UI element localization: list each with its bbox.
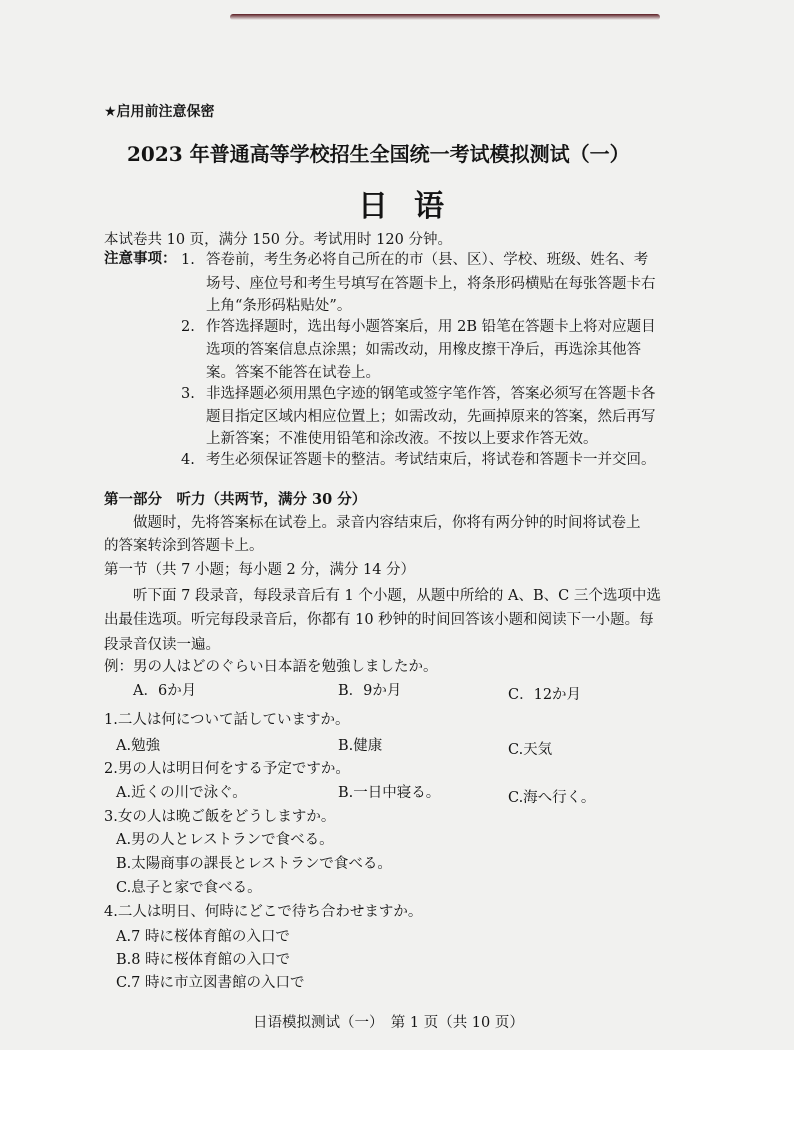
question-option: A.勉強: [116, 738, 161, 754]
question-option: A.近くの川で泳ぐ。: [116, 785, 247, 801]
question-option: B.太陽商事の課長とレストランで食べる。: [116, 856, 392, 872]
section1-instructions: 出最佳选项。听完每段录音后，你都有 10 秒钟的时间回答该小题和阅读下一小题。每: [104, 612, 654, 628]
example-option-b: B．9か月: [338, 683, 402, 699]
question-stem: 3.女の人は晩ご飯をどうしますか。: [104, 809, 336, 825]
note-line: 案。答案不能答在试卷上。: [206, 365, 380, 381]
example-option-a: A．6か月: [133, 683, 197, 699]
question-option: B.8 時に桜体育館の入口で: [116, 952, 291, 968]
note-number: 2.: [181, 319, 195, 335]
scan-edge-shadow: [230, 14, 660, 20]
exam-title: 2023 年普通高等学校招生全国统一考试模拟测试（一）: [127, 142, 630, 166]
confidential-label: ★启用前注意保密: [104, 104, 215, 120]
question-stem: 1.二人は何について話していますか。: [104, 712, 350, 728]
note-line: 选项的答案信息点涂黑；如需改动，用橡皮擦干净后，再选涂其他答: [206, 342, 641, 358]
question-option: C.息子と家で食べる。: [116, 880, 262, 896]
note-line: 作答选择题时，选出每小题答案后，用 2B 铅笔在答题卡上将对应题目: [206, 319, 656, 335]
note-line: 考生必须保证答题卡的整洁。考试结束后，将试卷和答题卡一并交回。: [206, 452, 656, 468]
section1-heading: 第一节（共 7 小题；每小题 2 分，满分 14 分）: [104, 562, 416, 578]
notice-label: 注意事项：: [104, 250, 177, 267]
section1-instructions: 段录音仅读一遍。: [104, 637, 220, 653]
question-stem: 4.二人は明日、何時にどこで待ち合わせますか。: [104, 904, 423, 920]
part1-instructions: 做题时，先将答案标在试卷上。录音内容结束后，你将有两分钟的时间将试卷上: [133, 515, 641, 531]
page-footer: 日语模拟测试（一） 第 1 页（共 10 页）: [253, 1015, 524, 1031]
note-number: 4.: [181, 452, 195, 468]
example-option-c: C．12か月: [508, 687, 582, 703]
section1-instructions: 听下面 7 段录音，每段录音后有 1 个小题，从题中所给的 A、B、C 三个选项中选: [133, 588, 661, 604]
part1-heading: 第一部分 听力（共两节，满分 30 分）: [104, 491, 367, 508]
question-stem: 2.男の人は明日何をする予定ですか。: [104, 761, 350, 777]
example-stem: 例：男の人はどのぐらい日本語を勉強しましたか。: [104, 659, 438, 675]
note-line: 场号、座位号和考生号填写在答题卡上，将条形码横贴在每张答题卡右: [206, 276, 656, 292]
part1-instructions: 的答案转涂到答题卡上。: [104, 538, 264, 554]
note-line: 题目指定区域内相应位置上；如需改动，先画掉原来的答案，然后再写: [206, 409, 656, 425]
note-number: 3.: [181, 386, 195, 402]
question-option: A.男の人とレストランで食べる。: [116, 832, 334, 848]
note-number: 1.: [181, 252, 195, 268]
subject-title: 日语: [358, 189, 470, 224]
question-option: C.天気: [508, 742, 553, 758]
question-option: A.7 時に桜体育館の入口で: [116, 929, 290, 945]
question-option: C.7 時に市立図書館の入口で: [116, 975, 305, 991]
question-option: B.健康: [338, 738, 383, 754]
note-line: 上新答案；不准使用铅笔和涂改液。不按以上要求作答无效。: [206, 431, 598, 447]
note-line: 上角“条形码粘贴处”。: [206, 298, 352, 314]
question-option: B.一日中寝る。: [338, 785, 441, 801]
note-line: 答卷前，考生务必将自己所在的市（县、区）、学校、班级、姓名、考: [206, 252, 649, 268]
question-option: C.海へ行く。: [508, 790, 596, 806]
exam-summary: 本试卷共 10 页，满分 150 分。考试用时 120 分钟。: [104, 232, 452, 248]
note-line: 非选择题必须用黑色字迹的钢笔或签字笔作答，答案必须写在答题卡各: [206, 386, 656, 402]
